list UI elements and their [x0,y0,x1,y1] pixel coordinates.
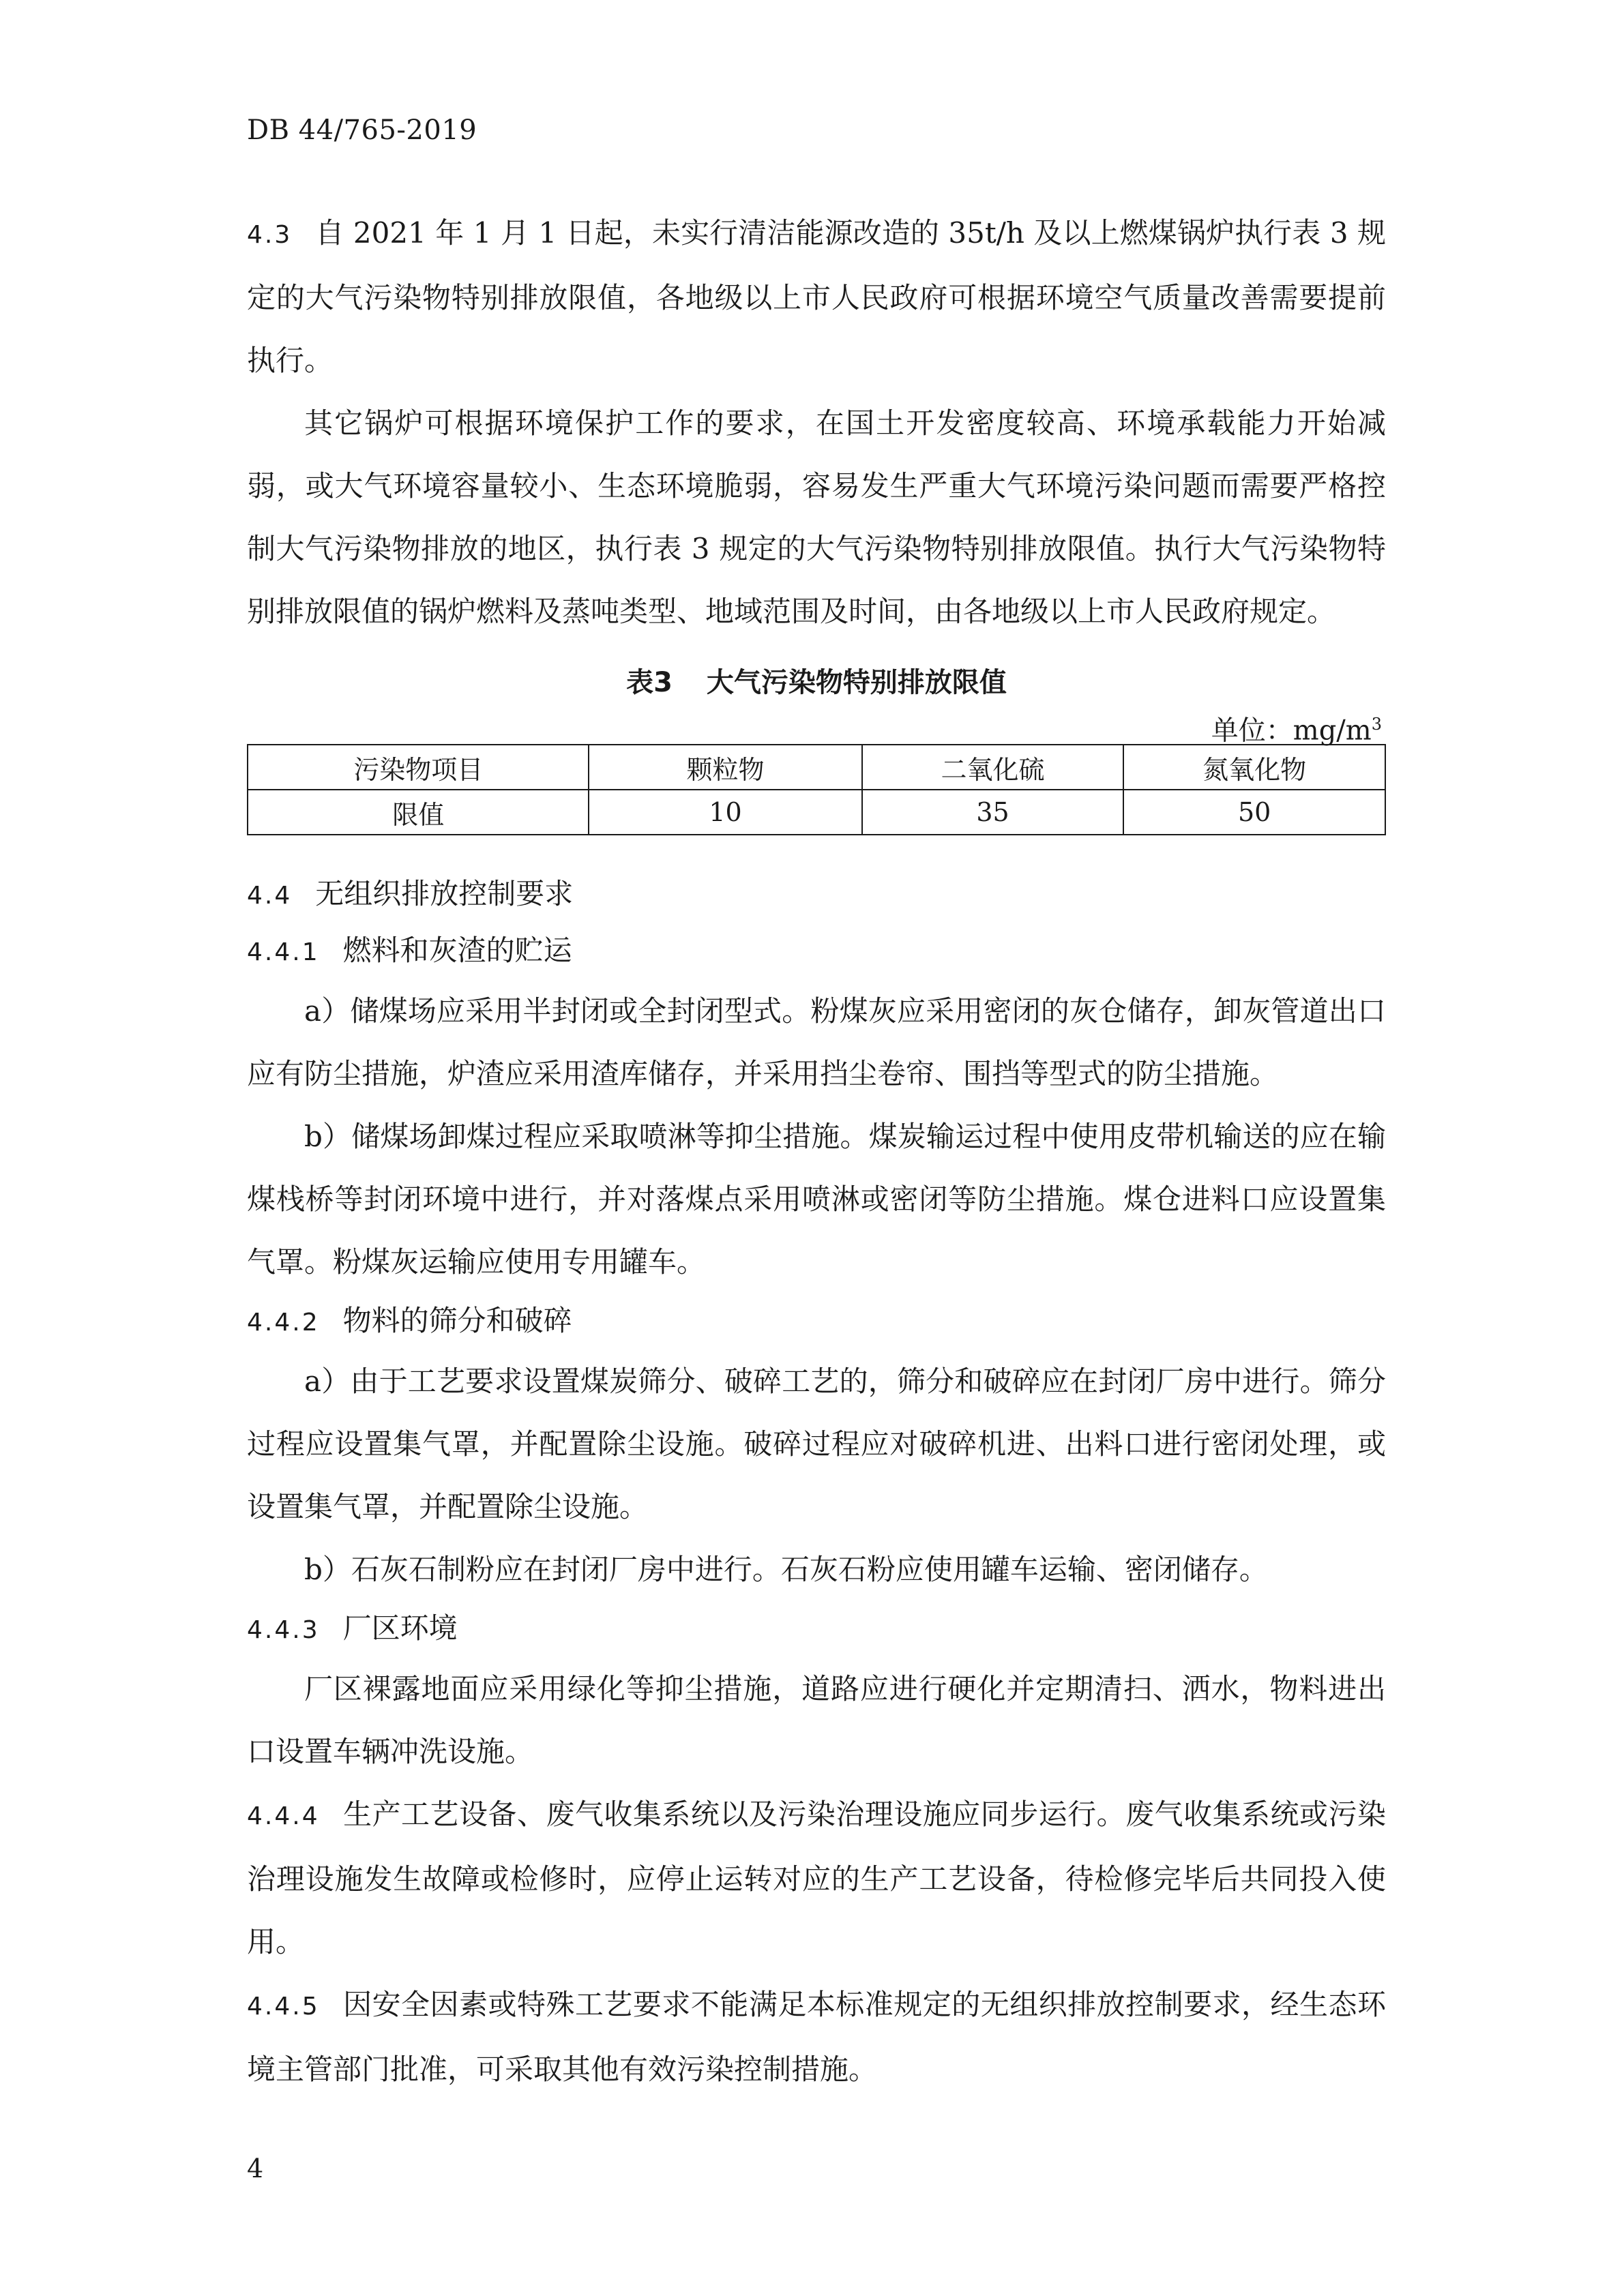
unit-label: 单位： [1211,715,1293,747]
clause-4-4-1-item-a: a）储煤场应采用半封闭或全封闭型式。粉煤灰应采用密闭的灰仓储存，卸灰管道出口应有防尘措施，炉渣应采用渣库储存，并采用挡尘卷帘、围挡等型式的防尘措施。 [247,994,1386,1090]
clause-number: 4.4.2 [247,1309,320,1337]
clause-number: 4.3 [247,221,293,249]
table-header-cell: 氮氧化物 [1123,745,1385,790]
clause-4-4-1-item-b: b）储煤场卸煤过程应采取喷淋等抑尘措施。煤炭输运过程中使用皮带机输送的应在输煤栈桥等封闭环境中进行，并对落煤点采用喷淋或密闭等防尘措施。煤仓进料口应设置集气罩。粉煤灰运输应使用专用罐车。 [247,1120,1386,1279]
clause-number: 4.4.1 [247,938,320,966]
clause-title: 无组织排放控制要求 [315,877,574,910]
clause-title: 厂区环境 [342,1611,458,1645]
document-id-header: DB 44/765-2019 [247,115,477,146]
clause-number: 4.4.5 [247,1993,320,2021]
clause-4-4-5 [247,1973,1386,2101]
table-header-cell: 颗粒物 [589,745,861,790]
clause-text: 因安全因素或特殊工艺要求不能满足本标准规定的无组织排放控制要求，经生态环境主管部门批准，可采取其他有效污染控制措施。 [247,1988,1386,2086]
table-row [248,790,1385,835]
clause-4-3-paragraph-2: 其它锅炉可根据环境保护工作的要求，在国土开发密度较高、环境承载能力开始减弱，或大气环境容量较小、生态环境脆弱，容易发生严重大气环境污染问题而需要严格控制大气污染物排放的地区，执行表 3 规定的大气污染物特别排放限值。执行大气污染物特别排放限值的锅炉燃料及蒸吨类型、地域范围及时间，由各地级以上市人民政府规定。 [247,406,1386,628]
clause-4-4-2-heading [247,1294,1386,1350]
table-cell: 限值 [248,790,589,835]
clause-title: 燃料和灰渣的贮运 [342,934,572,967]
clause-title: 物料的筛分和破碎 [342,1304,572,1337]
unit-value: mg/m [1293,715,1372,747]
table-unit [247,704,1386,747]
unit-superscript: 3 [1371,715,1382,734]
emission-limits-table [247,744,1386,835]
clause-4-4-2-item-b: b）石灰石制粉应在封闭厂房中进行。石灰石粉应使用罐车运输、密闭储存。 [304,1553,1268,1586]
page-number: 4 [247,2153,264,2183]
table-cell: 50 [1123,790,1385,835]
clause-4-4-3-paragraph: 厂区裸露地面应采用绿化等抑尘措施，道路应进行硬化并定期清扫、洒水，物料进出口设置车辆冲洗设施。 [247,1672,1386,1768]
table-cell: 10 [589,790,861,835]
table-number: 表3 [626,667,673,698]
clause-4-4-2-item-a: a）由于工艺要求设置煤炭筛分、破碎工艺的，筛分和破碎应在封闭厂房中进行。筛分过程应设置集气罩，并配置除尘设施。破碎过程应对破碎机进、出料口进行密闭处理，或设置集气罩，并配置除尘设施。 [247,1365,1386,1523]
table-header-cell: 二氧化硫 [862,745,1124,790]
clause-4-4-1-heading [247,923,1386,980]
table-caption [247,661,1386,704]
clause-number: 4.4.4 [247,1802,320,1830]
clause-text: 自 2021 年 1 月 1 日起，未实行清洁能源改造的 35t/h 及以上燃煤锅炉执行表 3 规定的大气污染物特别排放限值，各地级以上市人民政府可根据环境空气质量改善需要提前执行。 [247,216,1386,377]
clause-text: 生产工艺设备、废气收集系统以及污染治理设施应同步运行。废气收集系统或污染治理设施发生故障或检修时，应停止运转对应的生产工艺设备，待检修完毕后共同投入使用。 [247,1798,1386,1958]
clause-4-4-heading [247,867,1386,923]
clause-4-4-4 [247,1783,1386,1973]
table-cell: 35 [862,790,1124,835]
table-header-cell: 污染物项目 [248,745,589,790]
clause-4-3 [247,202,1386,392]
clause-4-4-3-heading [247,1601,1386,1658]
page-content [247,202,1386,2101]
clause-number: 4.4 [247,882,293,910]
table-header-row [248,745,1385,790]
clause-number: 4.4.3 [247,1616,320,1644]
table-title: 大气污染物特别排放限值 [706,667,1007,698]
